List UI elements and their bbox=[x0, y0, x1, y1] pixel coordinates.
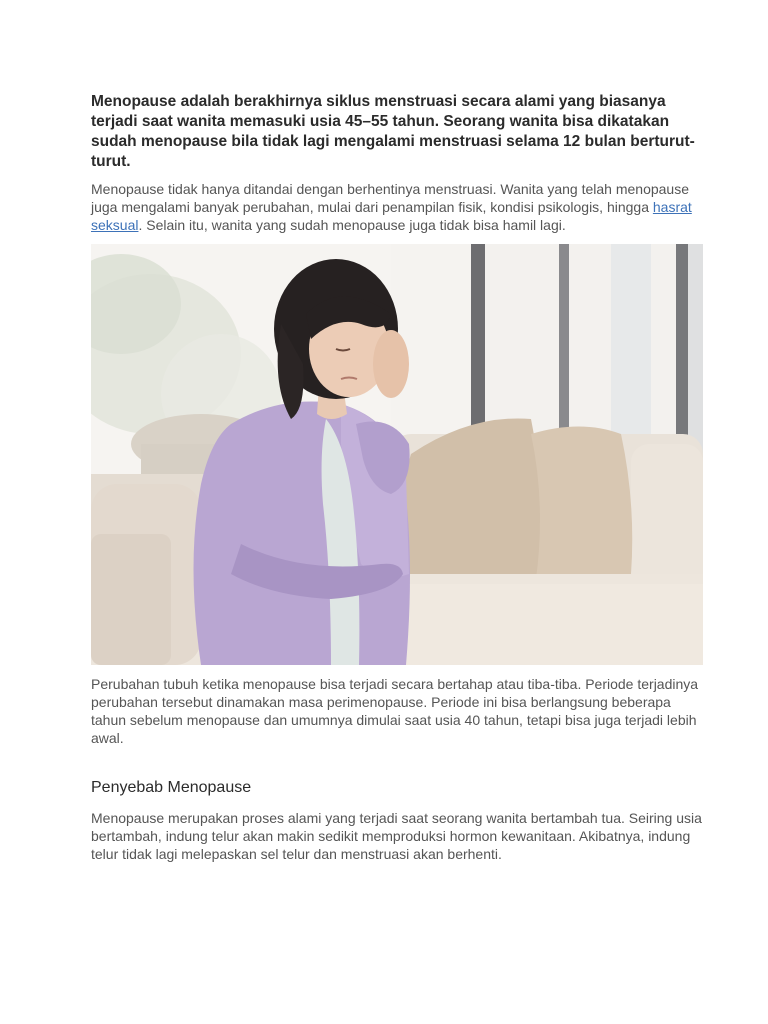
paragraph-penyebab: Menopause merupakan proses alami yang terjadi saat seorang wanita bertambah tua. Seiring usia bertambah, indung telur akan makin sedikit memproduksi hormon kewanitaan. Akibatnya, indung telur tidak lagi melepaskan sel telur dan menstruasi akan berhenti. bbox=[91, 810, 702, 862]
paragraph-intro-text-1: Menopause tidak hanya ditandai dengan berhentinya menstruasi. Wanita yang telah menopause juga mengalami banyak perubahan, mulai dari penampilan fisik, kondisi psikologis, hingga bbox=[91, 181, 689, 215]
hasrat-seksual-link[interactable]: hasrat seksual bbox=[91, 199, 692, 233]
paragraph-perimenopause: Perubahan tubuh ketika menopause bisa terjadi secara bertahap atau tiba-tiba. Periode terjadinya perubahan tersebut dinamakan masa perimenopause. Periode ini bisa berlangsung beberapa tahun sebelum menopause dan umumnya dimulai saat usia 40 tahun, tetapi bisa juga terjadi lebih awal. bbox=[91, 676, 699, 746]
paragraph-intro bbox=[91, 180, 703, 234]
article bbox=[91, 92, 703, 863]
paragraph-intro-text-2: . Selain itu, wanita yang sudah menopause juga tidak bisa hamil lagi. bbox=[138, 217, 566, 233]
article-lead: Menopause adalah berakhirnya siklus menstruasi secara alami yang biasanya terjadi saat wanita memasuki usia 45–55 tahun. Seorang wanita bisa dikatakan sudah menopause bila tidak lagi mengalami menstruasi selama 12 bulan berturut-turut. bbox=[91, 93, 695, 170]
article-photo bbox=[91, 244, 703, 665]
section-heading: Penyebab Menopause bbox=[91, 779, 252, 796]
